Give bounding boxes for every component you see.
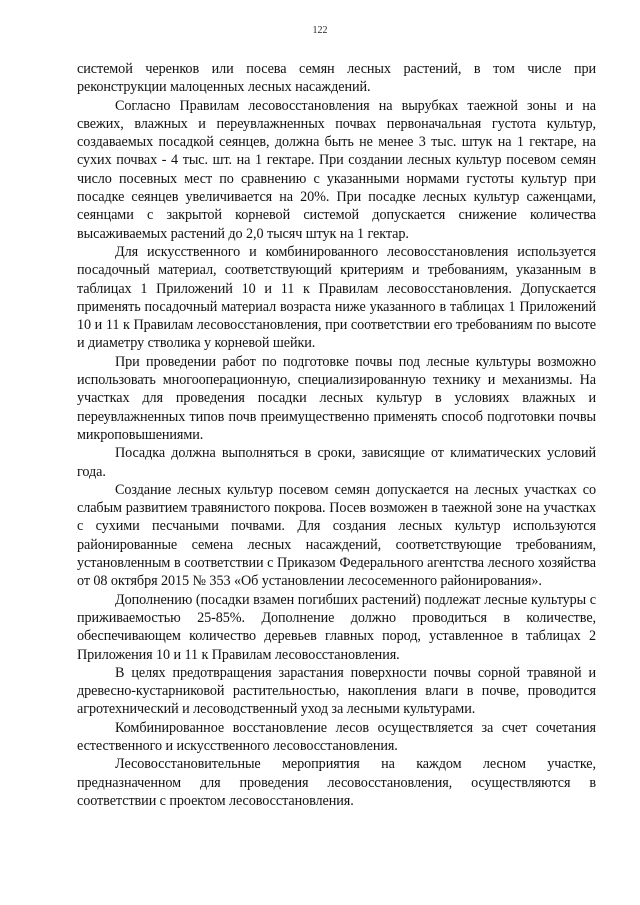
paragraph: Для искусственного и комбинированного лесовосстановления используется посадочный материал, соответствующий критериям и требованиям, указанным в таблицах 1 Приложений 10 и 11 к Правилам лесовосстановления. Допускается применять посадочный материал возраста ниже указанного в таблицах 1 Приложений 10 и 11 к Правилам лесовосстановления, при соответствии его требованиям по высоте и диаметру стволика у корневой шейки.	[77, 243, 596, 352]
paragraph: В целях предотвращения зарастания поверхности почвы сорной травяной и древесно-кустарниковой растительностью, накопления влаги в почве, проводится агротехнический и лесоводственный уход за лесными культурами.	[77, 664, 596, 718]
paragraph: Лесовосстановительные мероприятия на каждом лесном участке, предназначенном для проведения лесовосстановления, осуществляются в соответствии с проектом лесовосстановления.	[77, 756, 596, 809]
paragraph: системой черенков или посева семян лесных растений, в том числе при реконструкции малоценных лесных насаждений.	[77, 61, 596, 96]
paragraph: При проведении работ по подготовке почвы под лесные культуры возможно использовать многооперационную, специализированную технику и механизмы. На участках для проведения посадки лесных культур в условиях влажных и переувлажненных типов почв преимущественно применять способ подготовки почвы микроповышениями.	[77, 353, 596, 443]
paragraph: Комбинированное восстановление лесов осуществляется за счет сочетания естественного и искусственного лесовосстановления.	[77, 719, 596, 754]
document-body	[77, 60, 596, 810]
paragraph: Создание лесных культур посевом семян допускается на лесных участках со слабым развитием травянистого покрова. Посев возможен в таежной зоне на участках с сухими песчаными почвами. Для создания лесных культур используются районированные семена лесных насаждений, соответствующие требованиям, установленным в соответствии с Приказом Федерального агентства лесного хозяйства от 08 октября 2015 № 353 «Об установлении лесосеменного районирования».	[77, 481, 596, 590]
paragraph: Согласно Правилам лесовосстановления на вырубках таежной зоны и на свежих, влажных и переувлажненных почвах первоначальная густота культур, создаваемых посадкой сеянцев, должна быть не менее 3 тыс. штук на 1 гектаре, на сухих почвах - 4 тыс. шт. на 1 гектаре. При создании лесных культур посевом семян число посевных мест по сравнению с указанными нормами густоты культур при посадке сеянцев увеличивается на 20%. При посадке лесных культур саженцами, сеянцами с закрытой корневой системой допускается снижение количества высаживаемых растений до 2,0 тысяч штук на 1 гектар.	[77, 97, 596, 242]
paragraph: Дополнению (посадки взамен погибших растений) подлежат лесные культуры с приживаемостью 25-85%. Дополнение должно проводиться в количестве, обеспечивающем количество деревьев главных пород, уставленное в таблицах 2 Приложения 10 и 11 к Правилам лесовосстановления.	[77, 591, 596, 663]
paragraph: Посадка должна выполняться в сроки, зависящие от климатических условий года.	[77, 445, 596, 480]
page-number: 122	[312, 25, 328, 36]
